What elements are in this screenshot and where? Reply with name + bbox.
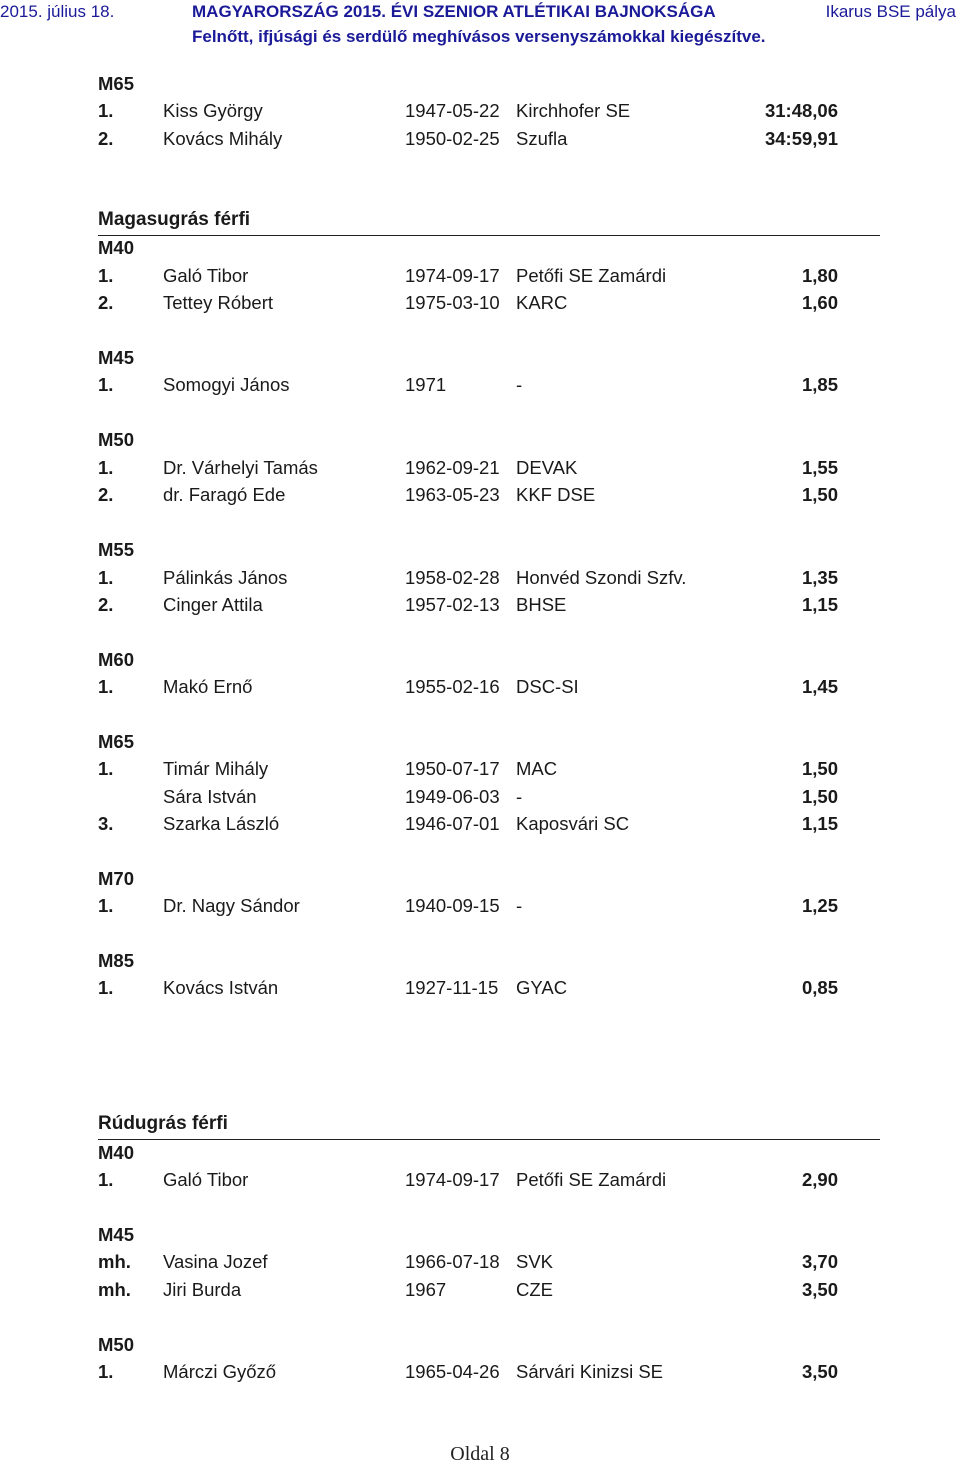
club-name: - bbox=[516, 895, 523, 916]
result-value: 1,50 bbox=[801, 786, 838, 807]
age-category: M50 bbox=[98, 429, 134, 450]
birth-date: 1974-09-17 bbox=[405, 265, 500, 286]
result-value: 1,50 bbox=[801, 758, 838, 779]
header-venue: Ikarus BSE pálya bbox=[825, 2, 956, 21]
athlete-name: Márczi Győző bbox=[163, 1361, 277, 1382]
athlete-name: Sára István bbox=[163, 786, 257, 807]
birth-date: 1947-05-22 bbox=[405, 100, 500, 121]
age-category: M40 bbox=[98, 237, 134, 258]
age-category: M45 bbox=[98, 1224, 134, 1245]
birth-date: 1963-05-23 bbox=[405, 484, 500, 505]
age-category: M60 bbox=[98, 649, 134, 670]
athlete-name: Makó Ernő bbox=[163, 676, 253, 697]
place-cell: 1. bbox=[98, 100, 114, 121]
event-divider bbox=[98, 1139, 880, 1140]
age-category: M65 bbox=[98, 73, 134, 94]
result-row bbox=[0, 1169, 960, 1193]
event-divider bbox=[98, 235, 880, 236]
result-row bbox=[0, 1251, 960, 1275]
result-value: 1,80 bbox=[801, 265, 838, 286]
birth-date: 1958-02-28 bbox=[405, 567, 500, 588]
age-category: M65 bbox=[98, 731, 134, 752]
club-name: SVK bbox=[516, 1251, 554, 1272]
place-cell: 1. bbox=[98, 567, 114, 588]
result-value: 1,35 bbox=[801, 567, 838, 588]
place-cell: mh. bbox=[98, 1251, 131, 1272]
result-value: 1,25 bbox=[801, 895, 838, 916]
result-row bbox=[0, 813, 960, 837]
birth-date: 1950-02-25 bbox=[405, 128, 500, 149]
result-row bbox=[0, 977, 960, 1001]
result-value: 3,50 bbox=[801, 1361, 838, 1382]
result-value: 1,55 bbox=[801, 457, 838, 478]
age-category: M55 bbox=[98, 539, 134, 560]
result-value: 31:48,06 bbox=[764, 100, 838, 121]
club-name: Sárvári Kinizsi SE bbox=[516, 1361, 664, 1382]
birth-date: 1949-06-03 bbox=[405, 786, 500, 807]
result-value: 3,70 bbox=[801, 1251, 838, 1272]
athlete-name: Somogyi János bbox=[163, 374, 290, 395]
page-footer: Oldal 8 bbox=[450, 1443, 510, 1465]
birth-date: 1946-07-01 bbox=[405, 813, 500, 834]
header-subtitle: Felnőtt, ifjúsági és serdülő meghívásos versenyszámokkal kiegészítve. bbox=[192, 27, 766, 46]
place-cell: 2. bbox=[98, 594, 114, 615]
club-name: MAC bbox=[516, 758, 558, 779]
club-name: DEVAK bbox=[516, 457, 578, 478]
birth-date: 1975-03-10 bbox=[405, 292, 500, 313]
birth-date: 1965-04-26 bbox=[405, 1361, 500, 1382]
club-name: CZE bbox=[516, 1279, 553, 1300]
birth-date: 1966-07-18 bbox=[405, 1251, 500, 1272]
age-category: M85 bbox=[98, 950, 134, 971]
age-category: M45 bbox=[98, 347, 134, 368]
place-cell: 2. bbox=[98, 484, 114, 505]
athlete-name: Tettey Róbert bbox=[163, 292, 274, 313]
result-value: 1,15 bbox=[801, 813, 838, 834]
place-cell: 1. bbox=[98, 374, 114, 395]
athlete-name: Galó Tibor bbox=[163, 1169, 249, 1190]
event-title: Magasugrás férfi bbox=[98, 209, 251, 230]
birth-date: 1955-02-16 bbox=[405, 676, 500, 697]
athlete-name: Szarka László bbox=[163, 813, 280, 834]
club-name: DSC-SI bbox=[516, 676, 579, 697]
athlete-name: Jiri Burda bbox=[163, 1279, 242, 1300]
place-cell: 1. bbox=[98, 758, 114, 779]
result-row bbox=[0, 484, 960, 508]
club-name: Kirchhofer SE bbox=[516, 100, 631, 121]
athlete-name: dr. Faragó Ede bbox=[163, 484, 286, 505]
athlete-name: Kovács Mihály bbox=[163, 128, 283, 149]
result-value: 1,15 bbox=[801, 594, 838, 615]
result-row bbox=[0, 594, 960, 618]
age-category: M70 bbox=[98, 868, 134, 889]
header-date: 2015. július 18. bbox=[0, 2, 115, 21]
athlete-name: Pálinkás János bbox=[163, 567, 288, 588]
place-cell: 1. bbox=[98, 1169, 114, 1190]
place-cell: 1. bbox=[98, 457, 114, 478]
place-cell: 3. bbox=[98, 813, 114, 834]
result-row bbox=[0, 676, 960, 700]
result-row bbox=[0, 786, 960, 810]
club-name: Petőfi SE Zamárdi bbox=[516, 265, 667, 286]
result-value: 3,50 bbox=[801, 1279, 838, 1300]
place-cell: 1. bbox=[98, 676, 114, 697]
result-row bbox=[0, 128, 960, 152]
club-name: KARC bbox=[516, 292, 568, 313]
place-cell: 1. bbox=[98, 265, 114, 286]
place-cell: 1. bbox=[98, 895, 114, 916]
age-category: M50 bbox=[98, 1334, 134, 1355]
club-name: - bbox=[516, 374, 523, 395]
result-value: 1,50 bbox=[801, 484, 838, 505]
place-cell: 1. bbox=[98, 1361, 114, 1382]
result-value: 1,85 bbox=[801, 374, 838, 395]
club-name: - bbox=[516, 786, 523, 807]
result-value: 34:59,91 bbox=[764, 128, 838, 149]
result-row bbox=[0, 758, 960, 782]
result-row bbox=[0, 457, 960, 481]
result-value: 0,85 bbox=[801, 977, 838, 998]
result-row bbox=[0, 100, 960, 124]
club-name: KKF DSE bbox=[516, 484, 596, 505]
birth-date: 1940-09-15 bbox=[405, 895, 500, 916]
birth-date: 1962-09-21 bbox=[405, 457, 500, 478]
result-value: 2,90 bbox=[801, 1169, 838, 1190]
birth-date: 1957-02-13 bbox=[405, 594, 500, 615]
place-cell: mh. bbox=[98, 1279, 131, 1300]
result-row bbox=[0, 1361, 960, 1385]
place-cell: 2. bbox=[98, 128, 114, 149]
athlete-name: Galó Tibor bbox=[163, 265, 249, 286]
result-row bbox=[0, 292, 960, 316]
athlete-name: Dr. Várhelyi Tamás bbox=[163, 457, 318, 478]
club-name: Petőfi SE Zamárdi bbox=[516, 1169, 667, 1190]
result-row bbox=[0, 374, 960, 398]
athlete-name: Timár Mihály bbox=[163, 758, 269, 779]
club-name: BHSE bbox=[516, 594, 567, 615]
birth-date: 1971 bbox=[405, 374, 447, 395]
birth-date: 1927-11-15 bbox=[405, 977, 499, 998]
result-value: 1,60 bbox=[801, 292, 838, 313]
club-name: Szufla bbox=[516, 128, 568, 149]
athlete-name: Kiss György bbox=[163, 100, 263, 121]
result-value: 1,45 bbox=[801, 676, 838, 697]
age-category: M40 bbox=[98, 1142, 134, 1163]
birth-date: 1950-07-17 bbox=[405, 758, 500, 779]
athlete-name: Cinger Attila bbox=[163, 594, 263, 615]
event-title: Rúdugrás férfi bbox=[98, 1113, 228, 1134]
birth-date: 1967 bbox=[405, 1279, 447, 1300]
result-row bbox=[0, 895, 960, 919]
club-name: GYAC bbox=[516, 977, 568, 998]
athlete-name: Dr. Nagy Sándor bbox=[163, 895, 300, 916]
club-name: Honvéd Szondi Szfv. bbox=[516, 567, 687, 588]
place-cell: 2. bbox=[98, 292, 114, 313]
header-title: MAGYARORSZÁG 2015. ÉVI SZENIOR ATLÉTIKAI BAJNOKSÁGA bbox=[192, 2, 716, 21]
result-row bbox=[0, 567, 960, 591]
athlete-name: Vasina Jozef bbox=[163, 1251, 268, 1272]
result-row bbox=[0, 1279, 960, 1303]
place-cell: 1. bbox=[98, 977, 114, 998]
athlete-name: Kovács István bbox=[163, 977, 279, 998]
birth-date: 1974-09-17 bbox=[405, 1169, 500, 1190]
result-row bbox=[0, 265, 960, 289]
club-name: Kaposvári SC bbox=[516, 813, 630, 834]
